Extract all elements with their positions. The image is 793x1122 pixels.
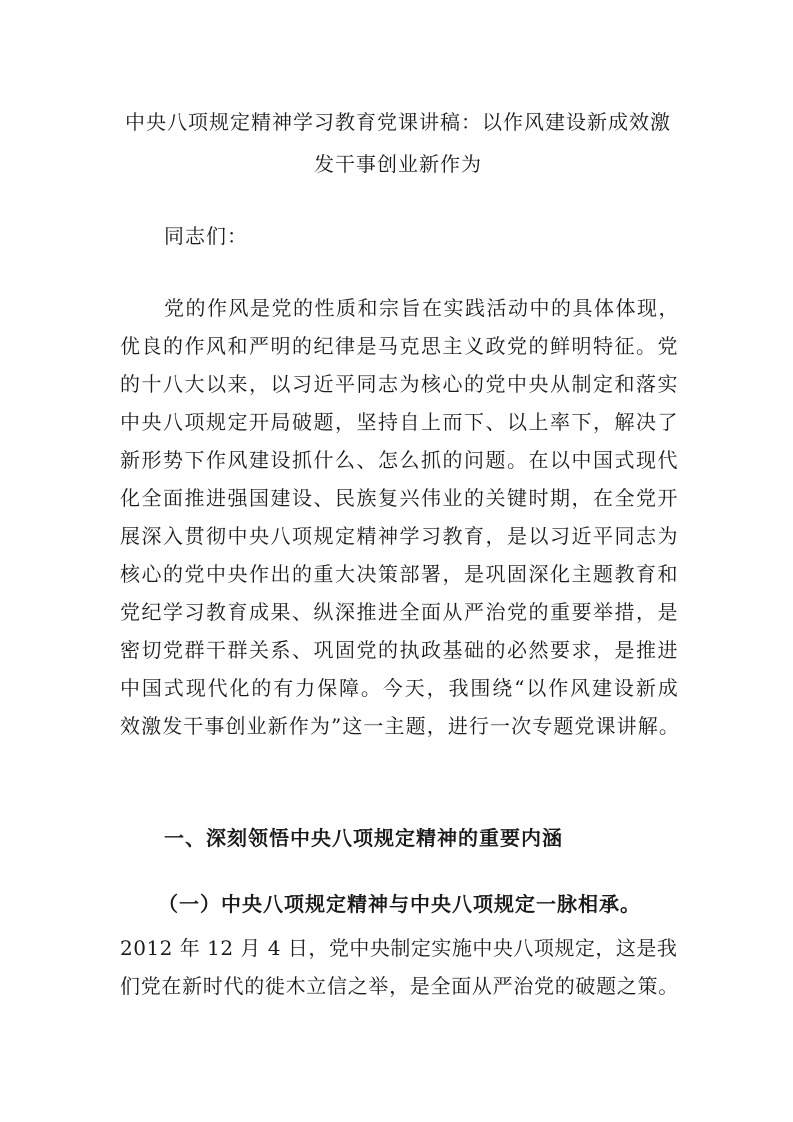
paragraph-line: 展深入贯彻中央八项规定精神学习教育，是以习近平同志为 [120,524,679,548]
paragraph-line: 中国式现代化的有力保障。今天，我围绕“以作风建设新成 [120,676,680,700]
paragraph-line: 化全面推进强国建设、民族复兴伟业的关键时期，在全党开 [120,486,679,510]
paragraph-line: 核心的党中央作出的重大决策部署，是巩固深化主题教育和 [120,562,679,586]
paragraph-line: 们党在新时代的徙木立信之举，是全面从严治党的破题之策。 [120,974,679,998]
paragraph-line: 党纪学习教育成果、纵深推进全面从严治党的重要举措，是 [120,600,679,624]
paragraph-line: 新形势下作风建设抓什么、怎么抓的问题。在以中国式现代 [120,448,679,472]
document-title-line-1: 中央八项规定精神学习教育党课讲稿：以作风建设新成效激 [125,110,671,134]
paragraph-line: 密切党群干群关系、巩固党的执政基础的必然要求，是推进 [120,638,679,662]
section-heading: 一、深刻领悟中央八项规定精神的重要内涵 [164,826,563,850]
paragraph-line: 的十八大以来，以习近平同志为核心的党中央从制定和落实 [120,372,679,396]
paragraph-line: 效激发干事创业新作为”这一主题，进行一次专题党课讲解。 [120,714,680,738]
document-title-line-2: 发干事创业新作为 [314,152,482,176]
subsection-heading: （一）中央八项规定精神与中央八项规定一脉相承。 [158,892,641,916]
paragraph-line: 优良的作风和严明的纪律是马克思主义政党的鲜明特征。党 [120,334,679,358]
salutation: 同志们： [164,224,248,248]
paragraph-line: 党的作风是党的性质和宗旨在实践活动中的具体体现， [164,296,680,320]
paragraph-line: 2012 年 12 月 4 日，党中央制定实施中央八项规定，这是我 [120,936,678,960]
paragraph-line: 中央八项规定开局破题，坚持自上而下、以上率下，解决了 [120,410,679,434]
